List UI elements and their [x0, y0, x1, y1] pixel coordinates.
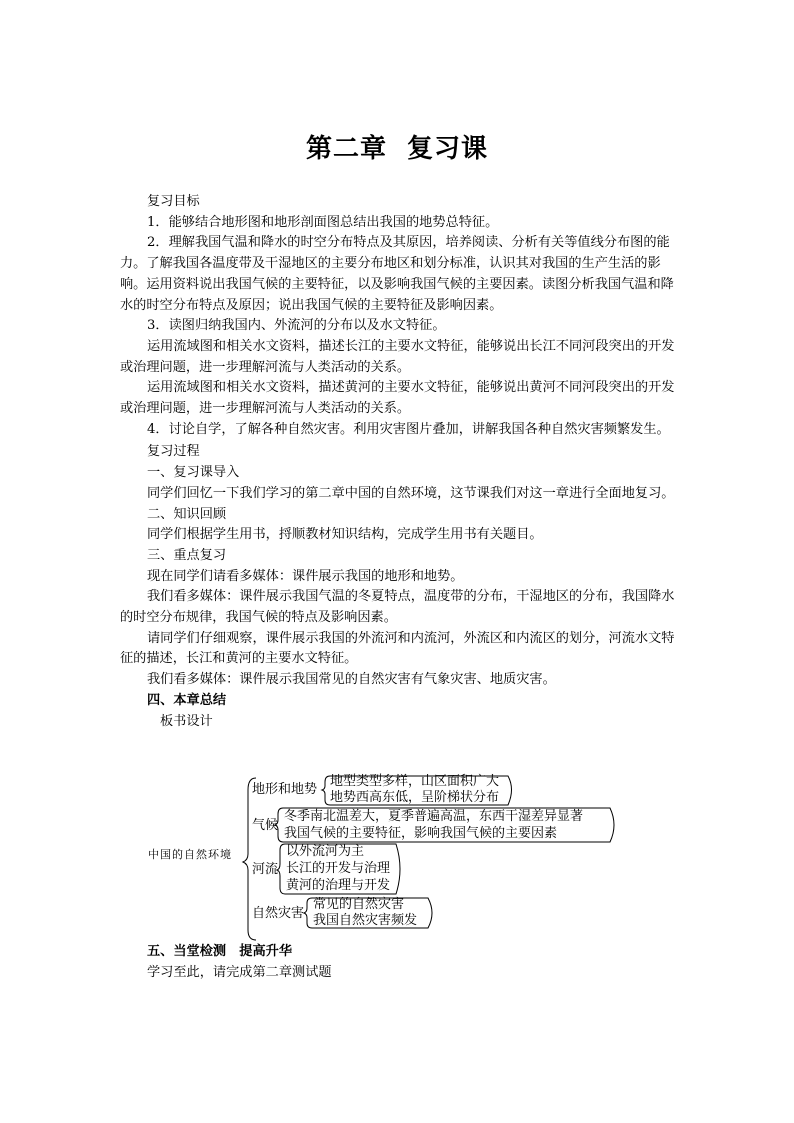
climate-item: 冬季南北温差大，夏季普遍高温，东西干湿差异显著 [284, 809, 584, 824]
section-2-heading: 二、知识回顾 [147, 506, 227, 522]
climate-item: 我国气候的主要特征，影响我国气候的主要因素 [284, 826, 558, 841]
section-3-heading: 三、重点复习 [147, 547, 227, 563]
terrain-brace [322, 776, 330, 805]
goal-item: 3．读图归纳我国内、外流河的分布以及水文特征。 [147, 318, 446, 334]
section-5 [120, 942, 676, 983]
section-1-heading: 一、复习课导入 [147, 465, 240, 481]
terrain-item: 地势西高东低，呈阶梯状分布 [330, 790, 500, 805]
rivers-label: 河流 [252, 862, 279, 877]
section-2-text: 同学们根据学生用书，捋顺教材知识结构，完成学生用书有关题目。 [147, 527, 543, 543]
terrain-label: 地形和地势 [252, 782, 318, 797]
goal-item: 4．讨论自学，了解各种自然灾害。利用灾害图片叠加，讲解我国各种自然灾害频繁发生。 [147, 421, 670, 437]
page-title [0, 128, 794, 165]
section-5-text: 学习至此，请完成第二章测试题 [147, 964, 332, 980]
section-3-item: 我们看多媒体：课件展示我国气温的冬夏特点，温度带的分布，干湿地区的分布，我国降水的时空分布规律，我国气候的特点及影响因素。 [120, 589, 675, 626]
title-review: 复习课 [407, 134, 489, 164]
section-5-heading: 五、当堂检测 提高升华 [147, 944, 293, 959]
review-goals [120, 192, 676, 732]
goal-item: 运用流域图和相关水文资料，描述黄河的主要水文特征，能够说出黄河不同河段突出的开发或治理问题，进一步理解河流与人类活动的关系。 [120, 380, 675, 417]
goal-item: 1．能够结合地形图和地形剖面图总结出我国的地势总特征。 [147, 214, 499, 230]
disaster-item: 常见的自然灾害 [313, 897, 405, 912]
goal-item: 2．理解我国气温和降水的时空分布特点及其原因，培养阅读、分析有关等值线分布图的能力。了解我国各温度带及干湿地区的主要分布地区和划分标准，认识其对我国的生产生活的影响。运用资料说出我国气候的主要特征，以及影响我国气候的主要因素。读图分析我国气温和降水的时空分布特点及原因；说出我国气候的主要特征及影响因素。 [120, 235, 674, 313]
rivers-brace [277, 844, 285, 894]
board-root: 中国的自然环境 [148, 848, 232, 861]
goal-item: 运用流域图和相关水文资料，描述长江的主要水文特征，能够说出长江不同河段突出的开发或治理问题，进一步理解河流与人类活动的关系。 [120, 338, 675, 375]
board-diagram [148, 770, 628, 950]
goals-heading: 复习目标 [147, 194, 200, 209]
section-3-item: 我们看多媒体：课件展示我国常见的自然灾害有气象灾害、地质灾害。 [147, 672, 556, 688]
section-1-text: 同学们回忆一下我们学习的第二章中国的自然环境，这节课我们对这一章进行全面地复习。 [147, 485, 675, 501]
section-3-item: 请同学们仔细观察，课件展示我国的外流河和内流河，外流区和内流区的划分，河流水文特征的描述，长江和黄河的主要水文特征。 [120, 630, 675, 667]
section-4-heading: 四、本章总结 [147, 692, 227, 708]
river-item: 以外流河为主 [286, 844, 365, 859]
river-item: 黄河的治理与开发 [286, 878, 391, 893]
disaster-item: 我国自然灾害频发 [313, 913, 418, 928]
river-item: 长江的开发与治理 [286, 861, 391, 876]
board-design-label: 板书设计 [160, 713, 213, 729]
disasters-brace [304, 898, 312, 928]
climate-label: 气候 [252, 818, 279, 833]
disasters-label: 自然灾害 [252, 906, 305, 921]
title-chapter: 第二章 [305, 134, 387, 164]
section-3-item: 现在同学们请看多媒体：课件展示我国的地形和地势。 [147, 568, 464, 584]
process-heading: 复习过程 [147, 444, 200, 460]
terrain-item: 地型类型多样，山区面积广大 [330, 774, 500, 789]
